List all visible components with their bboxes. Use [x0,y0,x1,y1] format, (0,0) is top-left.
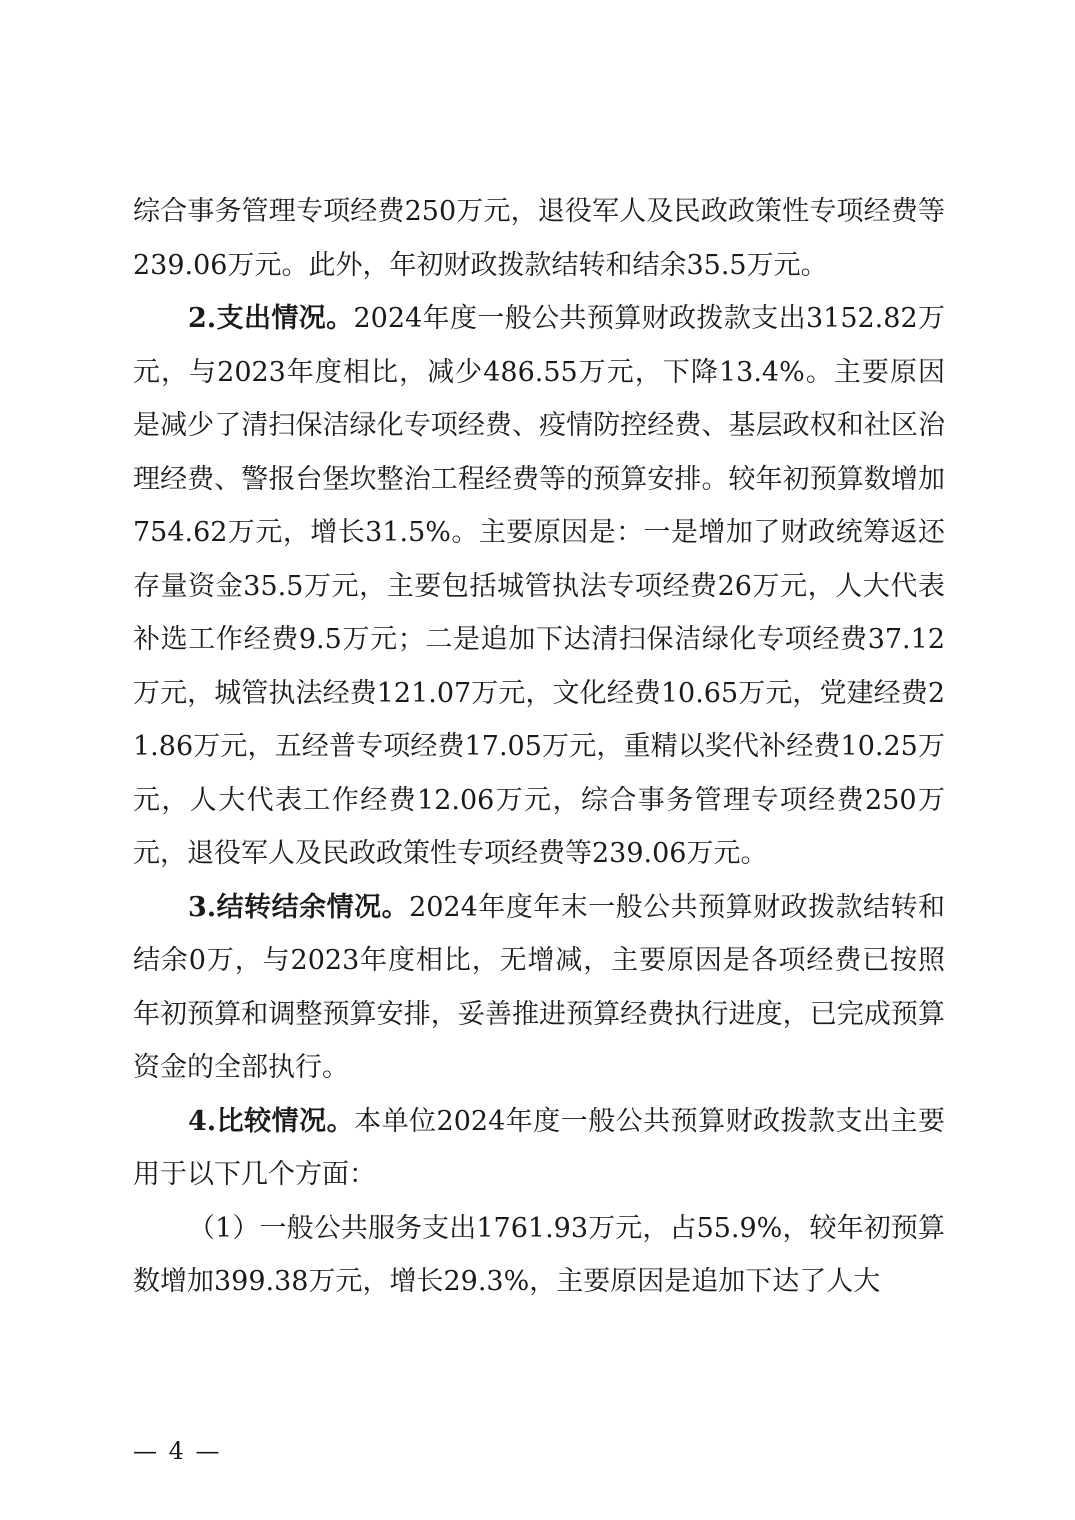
paragraph-expenditure [133,292,945,881]
section-heading-expenditure: 2.支出情况。 [188,303,354,334]
page-number: — 4 — [133,1437,222,1465]
paragraph-text: 本单位2024年度一般公共预算财政拨款支出主要用于以下几个方面： [133,1105,945,1190]
paragraph-general-public-services [133,1202,945,1309]
document-body [133,185,945,1309]
paragraph-text: 综合事务管理专项经费250万元，退役军人及民政政策性专项经费等239.06万元。此外，年初财政拨款结转和结余35.5万元。 [133,196,945,281]
paragraph-text: （1）一般公共服务支出1761.93万元，占55.9%，较年初预算数增加399.38万元，增长29.3%，主要原因是追加下达了人大 [133,1212,945,1297]
paragraph-comparison [133,1095,945,1202]
paragraph-text: 2024年度年末一般公共预算财政拨款结转和结余0万，与2023年度相比，无增减，主要原因是各项经费已按照年初预算和调整预算安排，妥善推进预算经费执行进度，已完成预算资金的全部执行。 [133,891,945,1083]
paragraph-carryover [133,881,945,1095]
section-heading-comparison: 4.比较情况。 [188,1105,355,1137]
section-heading-carryover: 3.结转结余情况。 [188,891,410,923]
paragraph-text: 2024年度一般公共预算财政拨款支出3152.82万元，与2023年度相比，减少486.55万元，下降13.4%。主要原因是减少了清扫保洁绿化专项经费、疫情防控经费、基层政权和社区治理经费、警报台堡坎整治工程经费等的预算安排。较年初预算数增加754.62万元，增长31.5%。主要原因是：一是增加了财政统筹返还存量资金35.5万元，主要包括城管执法专项经费26万元，人大代表补选工作经费9.5万元；二是追加下达清扫保洁绿化专项经费37.12万元，城管执法经费121.07万元，文化经费10.65万元，党建经费21.86万元，五经普专项经费17.05万元，重精以奖代补经费10.25万元，人大代表工作经费12.06万元，综合事务管理专项经费250万元，退役军人及民政政策性专项经费等239.06万元。 [133,303,946,869]
paragraph-continued [133,185,945,292]
